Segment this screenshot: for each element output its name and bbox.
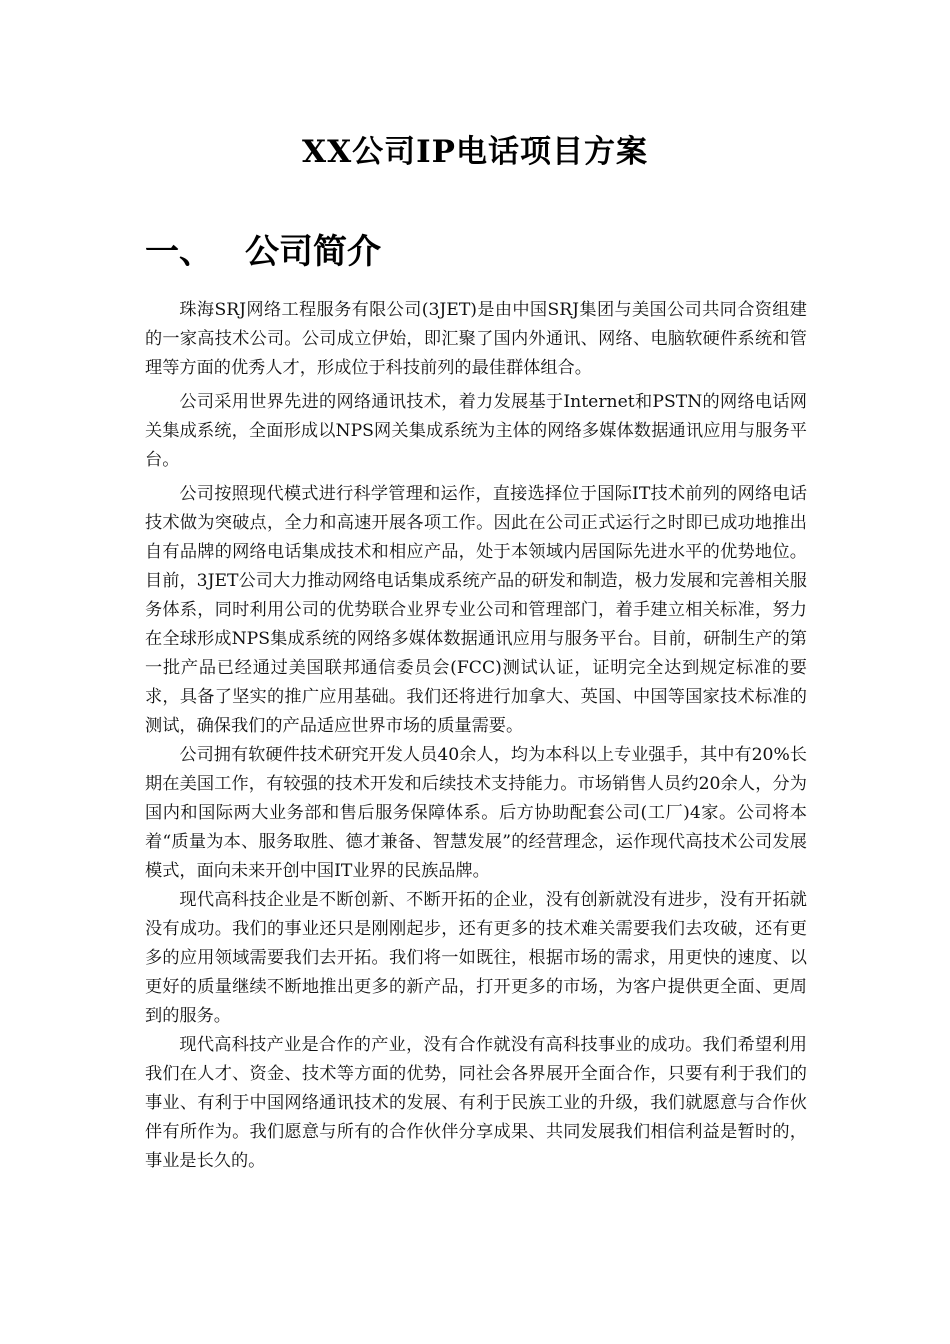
paragraph: 现代高科技产业是合作的产业，没有合作就没有高科技事业的成功。我们希望利用我们在人才、资金、技术等方面的优势，同社会各界展开全面合作，只要有利于我们的事业、有利于中国网络通讯技术的发展、有利于民族工业的升级，我们就愿意与合作伙伴有所作为。我们愿意与所有的合作伙伴分享成果、共同发展我们相信利益是暂时的，事业是长久的。 [145, 1035, 807, 1171]
paragraph: 珠海SRJ网络工程服务有限公司(3JET)是由中国SRJ集团与美国公司共同合资组建的一家高技术公司。公司成立伊始，即汇聚了国内外通讯、网络、电脑软硬件系统和管理等方面的优秀人才，形成位于科技前列的最佳群体组合。 [145, 300, 807, 378]
body-text [145, 296, 807, 1176]
section-title: 公司简介 [245, 232, 381, 272]
paragraph: 公司按照现代模式进行科学管理和运作，直接选择位于国际IT技术前列的网络电话技术做为突破点，全力和高速开展各项工作。因此在公司正式运行之时即已成功地推出自有品牌的网络电话集成技术和相应产品，处于本领域内居国际先进水平的优势地位。目前，3JET公司大力推动网络电话集成系统产品的研发和制造，极力发展和完善相关服务体系，同时利用公司的优势联合业界专业公司和管理部门，着手建立相关标准，努力在全球形成NPS集成系统的网络多媒体数据通讯应用与服务平台。目前，研制生产的第一批产品已经通过美国联邦通信委员会(FCC)测试认证，证明完全达到规定标准的要求，具备了坚实的推广应用基础。我们还将进行加拿大、英国、中国等国家技术标准的测试，确保我们的产品适应世界市场的质量需要。 [145, 484, 807, 736]
paragraph: 公司拥有软硬件技术研究开发人员40余人，均为本科以上专业强手，其中有20%长期在美国工作，有较强的技术开发和后续技术支持能力。市场销售人员约20余人，分为国内和国际两大业务部和售后服务保障体系。后方协助配套公司(工厂)4家。公司将本着“质量为本、服务取胜、德才兼备、智慧发展”的经营理念，运作现代高技术公司发展模式，面向未来开创中国IT业界的民族品牌。 [145, 745, 807, 881]
paragraph: 公司采用世界先进的网络通讯技术，着力发展基于Internet和PSTN的网络电话网关集成系统，全面形成以NPS网关集成系统为主体的网络多媒体数据通讯应用与服务平台。 [145, 392, 807, 470]
document-title: XX公司IP电话项目方案 [302, 134, 648, 170]
section-heading [145, 224, 805, 273]
section-number: 一、 [145, 232, 213, 272]
paragraph: 现代高科技企业是不断创新、不断开拓的企业，没有创新就没有进步，没有开拓就没有成功。我们的事业还只是刚刚起步，还有更多的技术难关需要我们去攻破，还有更多的应用领域需要我们去开拓。我们将一如既往，根据市场的需求，用更快的速度、以更好的质量继续不断地推出更多的新产品，打开更多的市场，为客户提供更全面、更周到的服务。 [145, 890, 807, 1026]
